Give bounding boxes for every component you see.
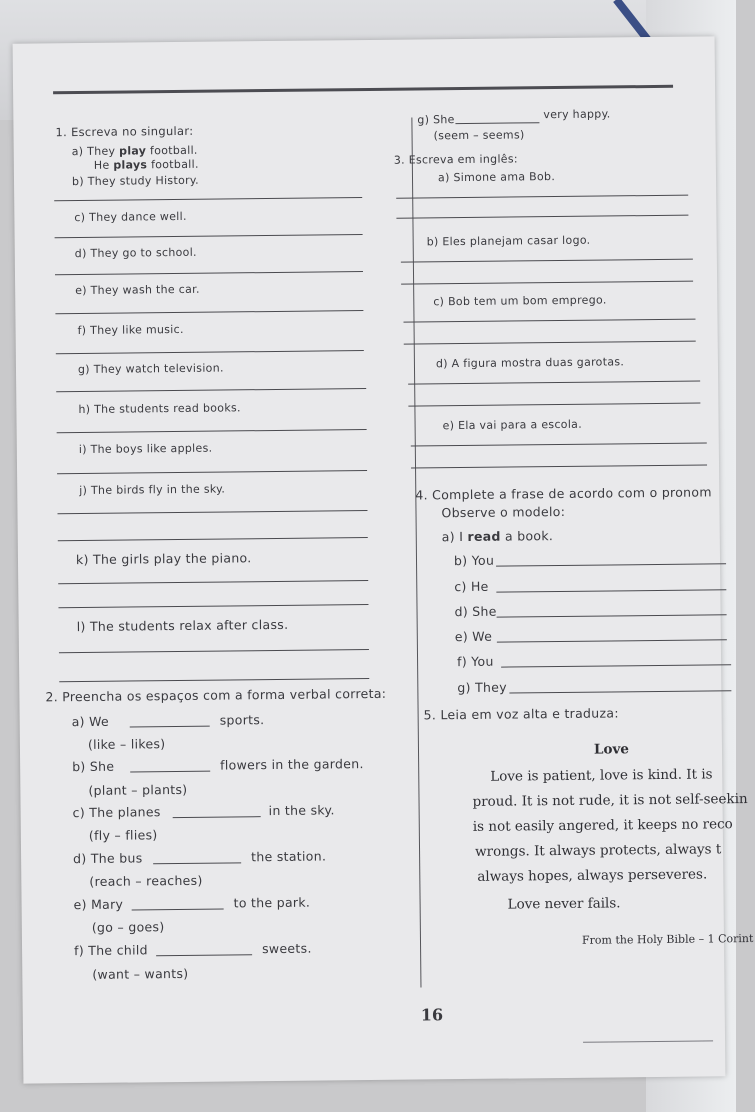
ex2-item-g-post: very happy. bbox=[543, 107, 611, 122]
answer-line[interactable] bbox=[411, 442, 707, 446]
ex1-item: d) They go to school. bbox=[74, 245, 197, 261]
answer-line[interactable] bbox=[55, 234, 363, 238]
ex4-pronoun: c) He bbox=[454, 578, 489, 595]
worksheet-page bbox=[13, 36, 754, 1083]
ex2-hint: (fly – flies) bbox=[88, 827, 158, 843]
ex3-item: e) Ela vai para a escola. bbox=[442, 417, 583, 433]
ex2-hint: (plant – plants) bbox=[88, 781, 188, 798]
ex1-model-answer: He plays football. bbox=[93, 157, 199, 172]
ex2-item-pre: c) The planes bbox=[72, 804, 161, 821]
ex2-hint: (like – likes) bbox=[87, 736, 166, 752]
ex4-model-pre: a) I bbox=[441, 529, 464, 545]
answer-line[interactable] bbox=[55, 271, 363, 275]
answer-line[interactable] bbox=[57, 470, 367, 474]
ex4-pronoun: d) She bbox=[454, 603, 497, 620]
ex2-item-post: sports. bbox=[219, 712, 265, 728]
ex2-hint: (reach – reaches) bbox=[89, 872, 203, 889]
answer-line[interactable] bbox=[55, 310, 363, 314]
ex1-item: b) They study History. bbox=[71, 173, 199, 189]
ex5-title: 5. Leia em voz alta e traduza: bbox=[423, 705, 619, 723]
ex3-item: a) Simone ama Bob. bbox=[437, 170, 556, 185]
answer-line[interactable] bbox=[408, 381, 700, 385]
page-number: 16 bbox=[420, 1005, 444, 1025]
ex2-item-pre: b) She bbox=[72, 758, 115, 775]
poem-line: wrongs. It always protects, always t bbox=[474, 841, 722, 860]
answer-line[interactable] bbox=[404, 341, 696, 345]
answer-line[interactable] bbox=[396, 215, 688, 219]
footer-rule bbox=[583, 1040, 713, 1042]
blank-line[interactable] bbox=[455, 122, 539, 124]
ex4-model-post: a book. bbox=[504, 528, 554, 544]
ex3-item: b) Eles planejam casar logo. bbox=[426, 233, 591, 249]
answer-line[interactable] bbox=[57, 510, 367, 514]
answer-line[interactable] bbox=[56, 388, 366, 392]
ex2-item-post: sweets. bbox=[261, 940, 312, 957]
ex2-item-g-hint: (seem – seems) bbox=[433, 128, 525, 143]
ex2-hint: (want – wants) bbox=[92, 965, 189, 982]
answer-line[interactable] bbox=[496, 589, 726, 592]
ex3-item: c) Bob tem um bom emprego. bbox=[433, 293, 607, 309]
answer-line[interactable] bbox=[401, 259, 693, 263]
answer-line[interactable] bbox=[404, 319, 696, 323]
poem-line: proud. It is not rude, it is not self-seekin bbox=[472, 791, 748, 810]
ex4-pronoun: g) They bbox=[457, 679, 507, 696]
answer-line[interactable] bbox=[411, 464, 707, 468]
poem-line: Love never fails. bbox=[507, 895, 621, 913]
ex1-item-a: a) They play football. bbox=[71, 143, 198, 159]
blank-line[interactable] bbox=[156, 954, 252, 956]
ex4-model-verb: read bbox=[467, 528, 501, 544]
ex1-item: i) The boys like apples. bbox=[78, 441, 213, 457]
answer-line[interactable] bbox=[497, 639, 727, 642]
ex2-item-post: to the park. bbox=[233, 894, 311, 911]
blank-line[interactable] bbox=[130, 726, 210, 728]
poem-title: Love bbox=[593, 741, 630, 758]
answer-line[interactable] bbox=[59, 678, 369, 682]
ex2-title: 2. Preencha os espaços com a forma verbal correta: bbox=[45, 685, 387, 705]
ex2-item-pre: d) The bus bbox=[73, 850, 143, 867]
answer-line[interactable] bbox=[58, 580, 368, 584]
answer-line[interactable] bbox=[58, 604, 368, 608]
answer-line[interactable] bbox=[501, 664, 731, 667]
answer-line[interactable] bbox=[58, 537, 368, 541]
ex2-item-post: the station. bbox=[251, 848, 327, 865]
ex2-item-g-pre: g) She bbox=[417, 113, 455, 127]
ex1-item: k) The girls play the piano. bbox=[75, 550, 252, 568]
answer-line[interactable] bbox=[54, 197, 362, 201]
answer-line[interactable] bbox=[57, 429, 367, 433]
answer-line[interactable] bbox=[408, 403, 700, 407]
answer-line[interactable] bbox=[509, 690, 731, 693]
ex1-title: 1. Escreva no singular: bbox=[55, 123, 194, 140]
ex3-item: d) A figura mostra duas garotas. bbox=[435, 355, 625, 371]
ex2-item-pre: a) We bbox=[71, 713, 110, 730]
ex4-pronoun: b) You bbox=[453, 552, 495, 569]
ex2-item-post: flowers in the garden. bbox=[220, 756, 364, 773]
header-rule bbox=[53, 85, 673, 94]
answer-line[interactable] bbox=[496, 563, 726, 566]
answer-line[interactable] bbox=[59, 649, 369, 653]
ex4-pronoun: e) We bbox=[454, 628, 493, 645]
answer-line[interactable] bbox=[396, 195, 688, 199]
answer-line[interactable] bbox=[56, 350, 364, 354]
ex4-model bbox=[442, 528, 554, 544]
ex2-item-pre: f) The child bbox=[73, 942, 148, 959]
answer-line[interactable] bbox=[401, 281, 693, 285]
ex4-pronoun: f) You bbox=[456, 653, 494, 670]
ex1-item: f) They like music. bbox=[77, 322, 184, 338]
ex2-item-post: in the sky. bbox=[268, 802, 335, 819]
blank-line[interactable] bbox=[173, 816, 261, 818]
ex1-item: c) They dance well. bbox=[74, 209, 187, 225]
ex1-item: g) They watch television. bbox=[77, 361, 224, 377]
column-divider bbox=[411, 118, 421, 988]
ex1-item: l) The students relax after class. bbox=[76, 616, 289, 635]
poem-line: is not easily angered, it keeps no reco bbox=[472, 816, 733, 835]
poem-line: always hopes, always perseveres. bbox=[477, 866, 708, 885]
answer-line[interactable] bbox=[497, 614, 727, 617]
ex2-hint: (go – goes) bbox=[91, 919, 165, 935]
ex1-item: h) The students read books. bbox=[78, 401, 241, 417]
blank-line[interactable] bbox=[132, 909, 224, 911]
poem-source: From the Holy Bible – 1 Corint bbox=[581, 931, 754, 947]
poem-line: Love is patient, love is kind. It is bbox=[490, 766, 713, 785]
ex1-item: e) They wash the car. bbox=[75, 282, 200, 298]
ex4-subtitle: Observe o modelo: bbox=[441, 503, 566, 521]
ex3-title: 3. Escreva em inglês: bbox=[393, 152, 518, 167]
ex2-item-pre: e) Mary bbox=[73, 896, 124, 913]
blank-line[interactable] bbox=[130, 771, 210, 773]
ex1-item: j) The birds fly in the sky. bbox=[79, 482, 226, 498]
blank-line[interactable] bbox=[153, 862, 241, 864]
ex4-title: 4. Complete a frase de acordo com o pronom bbox=[415, 484, 712, 503]
